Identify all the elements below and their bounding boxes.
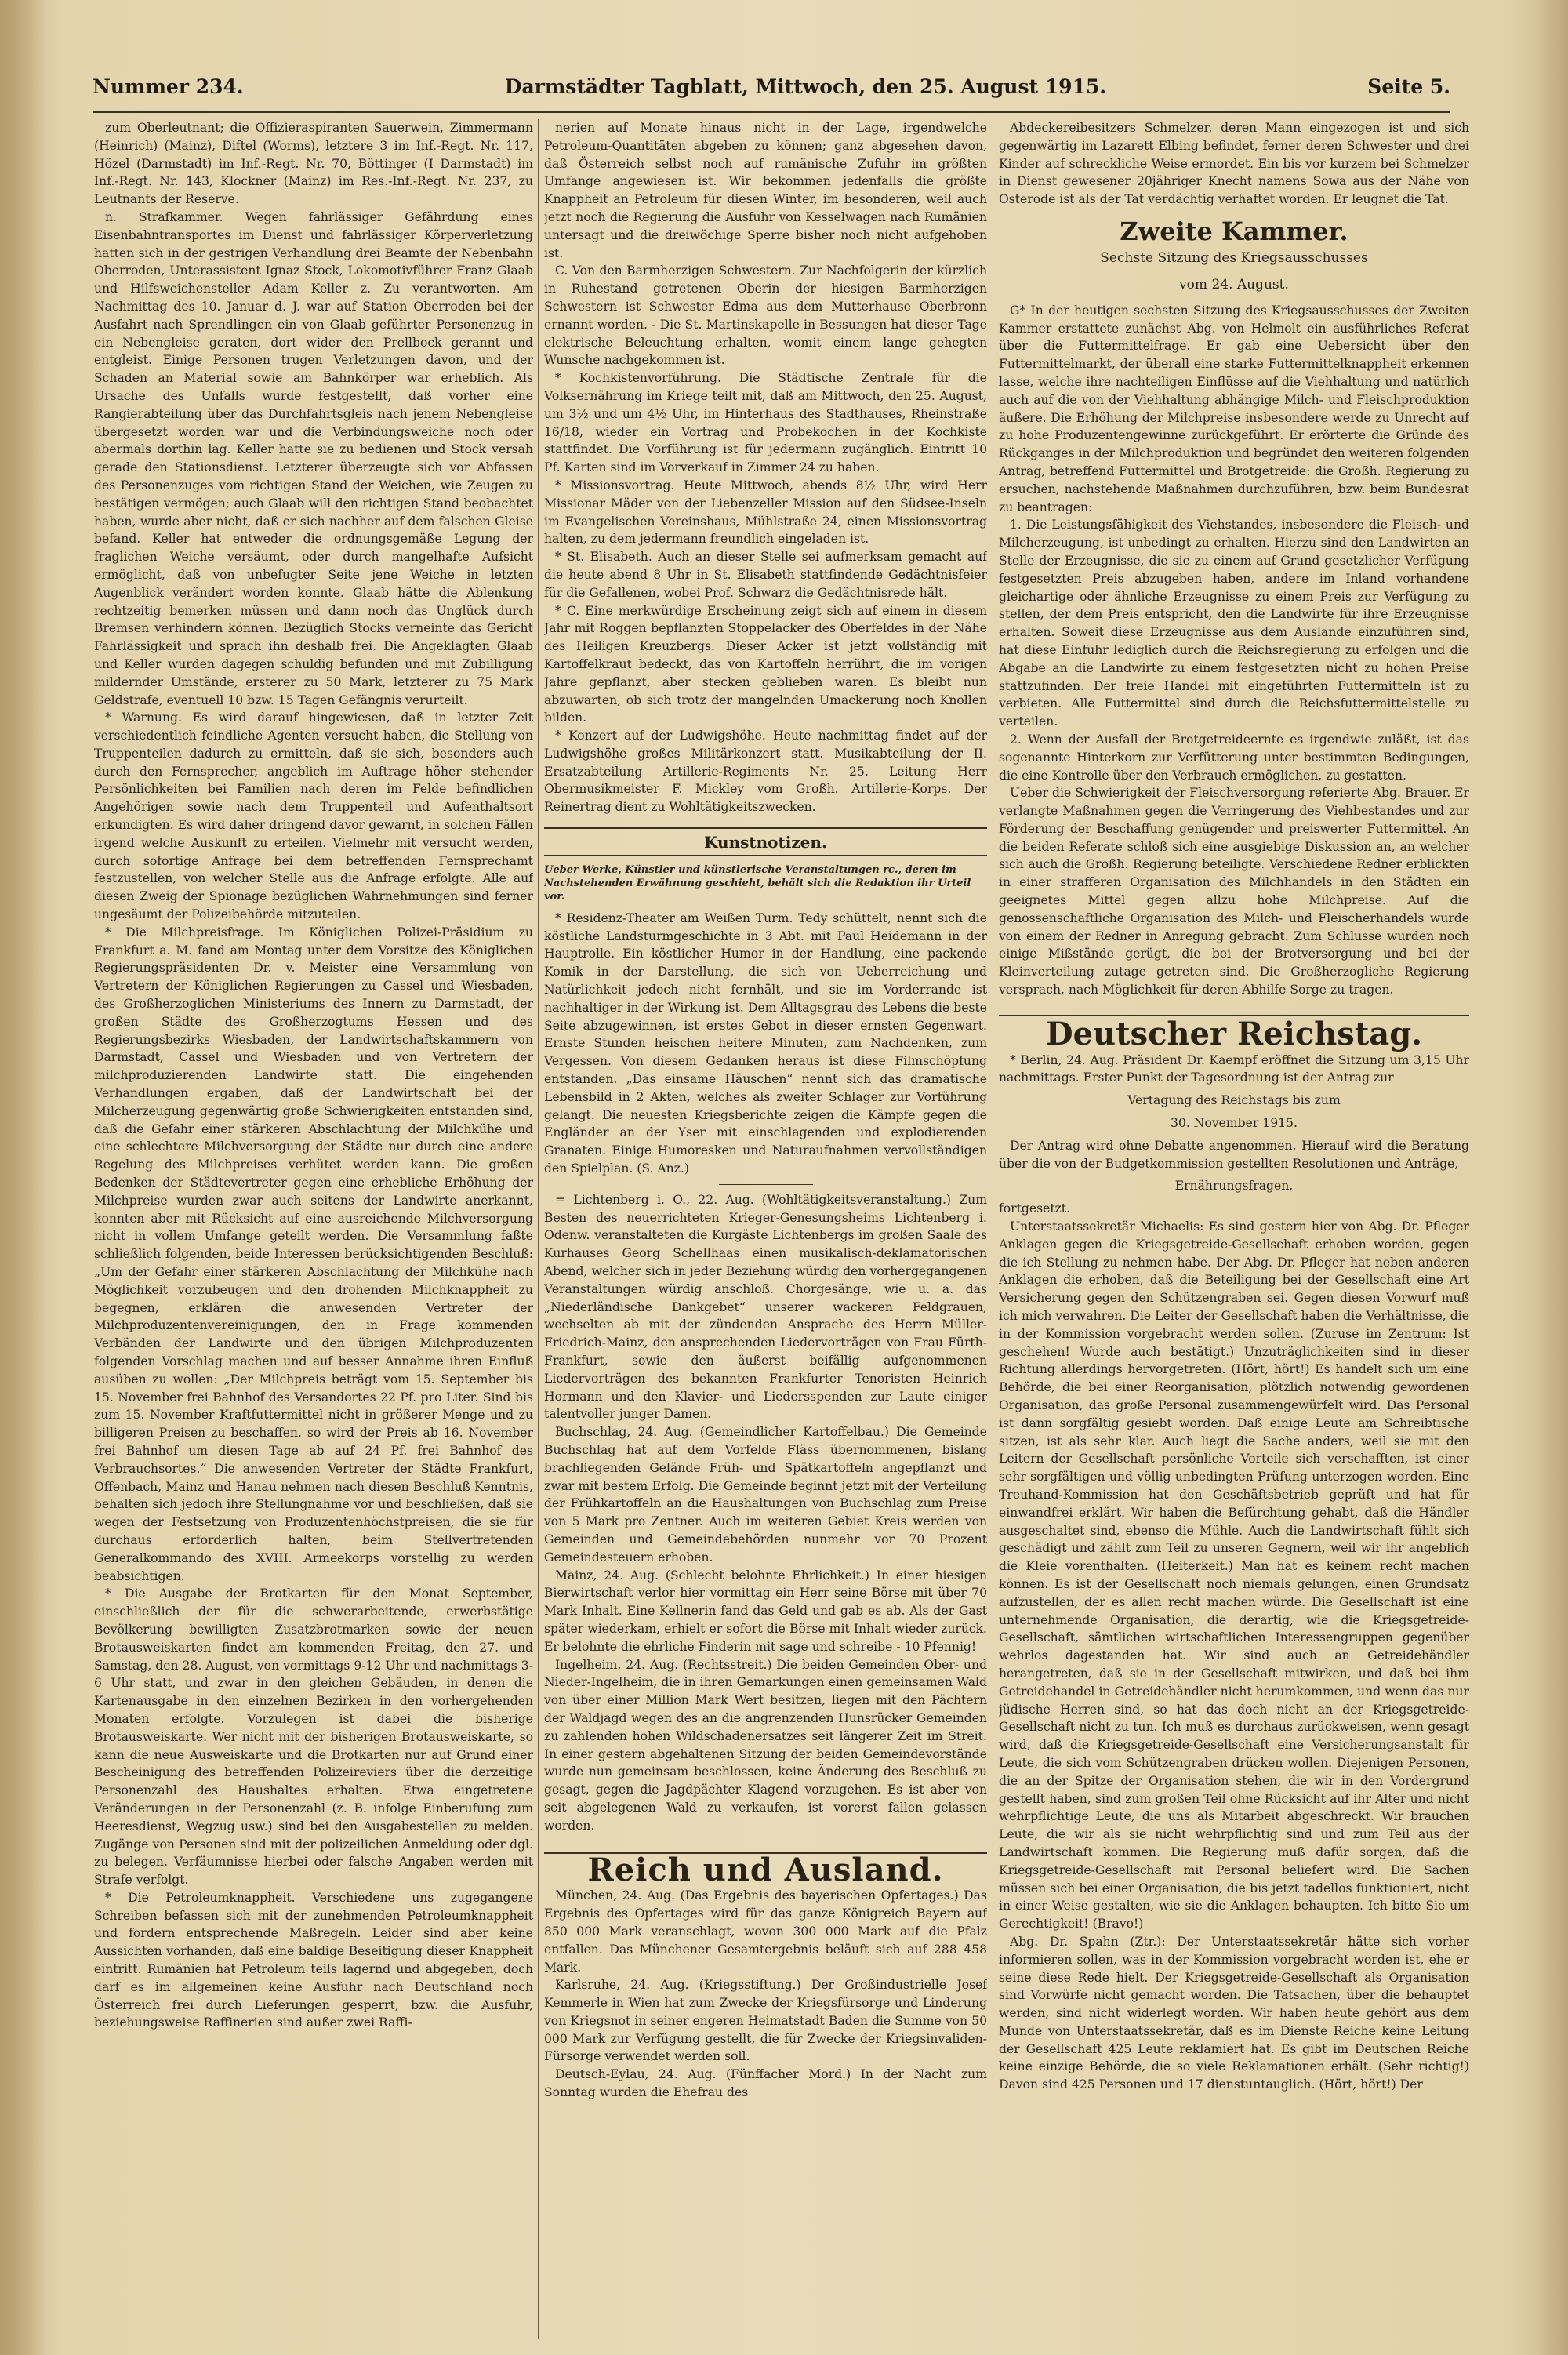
article-paragraph: München, 24. Aug. (Das Ergebnis des bayerischen Opfertages.) Das Ergebnis des Opfertages wird für das ganze Königreich Bayern auf 850 000 Mark veranschlagt, wovon 300 000 Mark auf die Pfalz entfallen. Das Münchener Gesamtergebnis beläuft sich auf 288 458 Mark. <box>544 1888 987 1975</box>
article-paragraph: Ingelheim, 24. Aug. (Rechtsstreit.) Die beiden Gemeinden Ober- und Nieder-Ingelheim, die in ihren Gemarkungen einen gemeinsamen Wald von über einer Million Mark Wert besitzen, liegen mit den Pächtern der Waldjagd wegen des an die angrenzenden Hunsrücker Gemeinden zu zahlenden hohen Wildschadenersatzes seit längerer Zeit im Streit. In einer gestern abgehaltenen Sitzung der beiden Gemeindevorstände wurde nun gemeinsam beschlossen, keine Änderung des Beschluß zu gesagt, gegen die Jagdpächter Klagend vorzugehen. Es ist aber von seit abgelegenen Wald zu verkaufen, ist vorerst fallen gelassen worden. <box>544 1657 987 1833</box>
scan-shadow-right <box>1537 0 1568 2355</box>
section-heading-reich-und-ausland: Reich und Ausland. <box>544 1852 987 1880</box>
article-paragraph: Buchschlag, 24. Aug. (Gemeindlicher Kartoffelbau.) Die Gemeinde Buchschlag hat auf dem Vorfelde Fläss übernommenen, bislang brachliegenden Gelände Früh- und Spätkartoffeln angepflanzt und zwar mit bestem Erfolg. Die Gemeinde beginnt jetzt mit der Verteilung der Frühkartoffeln an die Haushaltungen von Buchschlag zum Preise von 5 Mark pro Zentner. Auch im weiteren Gebiet Kreis werden von Gemeinden und Gemeindebehörden nunmehr vor 70 Prozent Gemeindesteuern erhoben. <box>544 1425 987 1565</box>
column-divider <box>538 119 539 2339</box>
article-paragraph: = Lichtenberg i. O., 22. Aug. (Wohltätigkeitsveranstaltung.) Zum Besten des neuerrichteten Krieger-Genesungsheims Lichtenberg i. Odenw. veranstalteten die Kurgäste Lichtenbergs im großen Saale des Kurhauses Georg Schellhaas einen musikalisch-deklamatorischen Abend, welcher sich in jeder Beziehung würdig den vorhergegangenen Veranstaltungen würdig anschloß. Chorgesänge, wie u. a. das „Niederländische Dankgebet“ unserer wackeren Feldgrauen, wechselten ab mit der zündenden Ansprache des Herrn Müller-Friedrich-Mainz, den ansprechenden Liedervorträgen von Frau Fürth-Frankfurt, sowie den äußerst beifällig aufgenommenen Liedervorträgen des bekannten Frankfurter Tenoristen Heinrich Hormann und den Klavier- und Liedersspenden zur Laute einiger talentvoller junger Damen. <box>544 1192 987 1422</box>
article-paragraph: Unterstaatssekretär Michaelis: Es sind gestern hier von Abg. Dr. Pfleger Anklagen gegen die Kriegsgetreide-Gesellschaft erhoben worden, gegen die ich Stellung zu nehmen habe. Der Abg. Dr. Pfleger hat neben anderen Anklagen die erhoben, daß die Beteiligung bei der Gesellschaft eine Art Versicherung gegen den Schützengraben sei. Gegen diesen Vorwurf muß ich mich verwahren. Die Leiter der Gesellschaft haben die Verhältnisse, die in der Kommission vorgebracht werden sollen. (Zuruse im Zentrum: Ist geschehen! Wurde auch bestätigt.) Unzuträglichkeiten sind in dieser Richtung allerdings hervorgetreten. (Hört, hört!) Es handelt sich um eine Behörde, die bei einer Reorganisation, plötzlich notwendig gewordenen Organisation, das große Personal zusammengewürfelt wird. Das Personal ist dann sorgfältig gesiebt worden. Daß einige Leute am Schreibtische sitzen, ist als sehr klar. Auch liegt die Sache anders, weil sie mit den Leitern der Gesellschaft persönliche Vorteile sich verschafften, ist einer sehr sorgfältigen und völlig unbedingten Prüfung unterzogen worden. Eine Treuhand-Kommission hat den Geschäftsbetrieb geprüft und hat für einwandfrei erklärt. Wir haben die Befürchtung gehabt, daß die Händler ausgeschaltet sind, ebenso die Mühle. Auch die Landwirtschaft fühlt sich geschädigt und zählt zum Teil zu unseren Gegnern, weil wir ihr angeblich die Kleie vorenthalten. (Heiterkeit.) Man hat es keinem recht machen können. Es ist der Gesellschaft noch niemals gelungen, einen Grundsatz aufzustellen, der es allen recht machen würde. Die Gesellschaft ist eine unternehmende Organisation, die derartig, wie die Kriegsgetreide-Gesellschaft, sämtlichen wirtschaftlichen Interessengruppen gegenüber wehrlos dagestanden hat. Wir sind auch an Getreidehändler herangetreten, daß sie in der Gesellschaft mitwirken, und daß bei ihm Getreidehandel in Getreidehändler nicht herumkommen, und wenn das nur jüdische Herren sind, so hat das doch nicht an der Kriegsgetreide-Gesellschaft nicht zu tun. Ich muß es durchaus zurückweisen, wenn gesagt wird, daß die Kriegsgetreide-Gesellschaft eine Versicherungsanstalt für Leute, die sich vom Schützengraben drücken wollen. Diejenigen Personen, die an der Spitze der Organisation stehen, die wir in den Vordergrund gestellt haben, sind zum großen Teil ohne Rücksicht auf ihr Alter und nicht wehrpflichtige Leute, die uns als Mitarbeit abgeschreckt. Wir brauchen Leute, die wir als sie nicht wehrpflichtig sind und zum Teil aus der Landwirtschaft kommen. Die Regierung muß dafür sorgen, daß die Kriegsgetreide-Gesellschaft mit Personal beliefert wird. Die Sachen müssen sich bei einer Organisation, die bis jetzt tadellos funktioniert, nicht in einer Weise gestalten, wie sie die Anklagen behaupten. Ich bitte Sie um Gerechtigkeit! (Bravo!) <box>999 1219 1469 1932</box>
article-paragraph: zum Oberleutnant; die Offizieraspiranten Sauerwein, Zimmermann (Heinrich) (Mainz), Diftel (Worms), letztere 3 im Inf.-Regt. Nr. 117, Hözel (Darmstadt) im Inf.-Regt. Nr. 70, Böttinger (I Darmstadt) im Inf.-Regt. Nr. 143, Klockner (Mainz) im Res.-Inf.-Regt. Nr. 237, zu Leutnants der Reserve. <box>94 121 533 207</box>
column-2 <box>544 119 987 2339</box>
agenda-item: Vertagung des Reichstags bis zum <box>1127 1093 1341 1108</box>
article-paragraph: fortgesetzt. <box>999 1201 1071 1216</box>
article-paragraph: nerien auf Monate hinaus nicht in der Lage, irgendwelche Petroleum-Quantitäten abgeben zu können; ganz abgesehen davon, daß Österreich selbst noch auf rumänische Zufuhr im größten Umfange angewiesen ist. Wir bekommen jedenfalls die größte Knappheit an Petroleum für diesen Winter, im besonderen, weil auch jetzt noch die Regierung die Ausfuhr von Kesselwagen nach Rumänien untersagt und die dreiwöchige Sperre bisher noch nicht aufgehoben ist. <box>544 121 987 260</box>
article-paragraph: Ueber die Schwierigkeit der Fleischversorgung referierte Abg. Brauer. Er verlangte Maßnahmen gegen die Verringerung des Viehbestandes und zur Förderung der Beschaffung genügender und preiswerter Futtermittel. An die beiden Referate schloß sich eine ausgiebige Diskussion an, an welcher sich auch die Großh. Regierung beteiligte. Verschiedene Redner erblickten in einer strafferen Organisation des Milchhandels in den Städten ein geeignetes Mittel gegen allzu hohe Milchpreise. Auf die genossenschaftliche Organisation des Milch- und Fleischerhandels wurde von einem der Redner in Anregung gebracht. Zum Schlusse wurden noch einige Mißstände gerügt, die bei der Brotversorgung und bei der Kleinverteilung zutage getreten sind. Die Großherzogliche Regierung versprach, nach Möglichkeit für deren Abhilfe Sorge zu tragen. <box>999 786 1469 998</box>
issue-number: Nummer 234. <box>93 75 244 98</box>
article-paragraph: Deutsch-Eylau, 24. Aug. (Fünffacher Mord.) In der Nacht zum Sonntag wurden die Ehefrau des <box>544 2067 987 2100</box>
article-paragraph: * Warnung. Es wird darauf hingewiesen, daß in letzter Zeit verschiedentlich feindliche Agenten versucht haben, die Stellung von Truppenteilen dadurch zu ermitteln, daß sie sich, besonders auch durch den Fernsprecher, angeblich im Auftrage höher stehender Persönlichkeiten bei Familien nach deren im Felde befindlichen Angehörigen sowie nach dem Truppenteil und Aufenthaltsort erkundigten. Es wird daher dringend davor gewarnt, in solchen Fällen irgend welche Auskunft zu erteilen. Vielmehr mit versucht werden, durch sofortige Anfrage bei dem betreffenden Fernsprechamt festzustellen, von welcher Stelle aus die Anfrage erfolgte. Alle auf diesen Zweig der Spionage bezüglichen Wahrnehmungen sind ferner ungesäumt der Polizeibehörde mitzuteilen. <box>94 710 533 922</box>
masthead-date: Darmstädter Tagblatt, Mittwoch, den 25. August 1915. <box>504 75 1107 98</box>
section-heading-zweite-kammer: Zweite Kammer. <box>1120 216 1348 246</box>
article-paragraph: Karlsruhe, 24. Aug. (Kriegsstiftung.) Der Großindustrielle Josef Kemmerle in Wien hat zum Zwecke der Kriegsfürsorge und Linderung von Kriegsnot in seiner engeren Heimatstadt Baden die Summe von 50 000 Mark zur Verfügung gestellt, die für Zwecke der Kriegsinvaliden-Fürsorge verwendet werden soll. <box>544 1978 987 2064</box>
section-heading-kunstnotizen: Kunstnotizen. <box>544 827 987 856</box>
page-number: Seite 5. <box>1367 75 1450 98</box>
article-paragraph: * St. Elisabeth. Auch an dieser Stelle sei aufmerksam gemacht auf die heute abend 8 Uhr in St. Elisabeth stattfindende Gedächtnisfeier für die Gefallenen, wobei Prof. Schwarz die Gedächtnisrede hält. <box>544 550 987 600</box>
separator-rule <box>719 1184 813 1185</box>
article-paragraph: * Residenz-Theater am Weißen Turm. Tedy schüttelt, nennt sich die köstliche Landsturmgeschichte in 3 Abt. mit Paul Heidemann in der Hauptrolle. Ein köstlicher Humor in der Handlung, eine packende Komik in der Darstellung, die sich von Ueberreichung und Natürlichkeit jedoch nicht fernhält, und sie im Vorderrande ist nachhaltiger in der Wirkung ist. Dem Alltagsgrau des Lebens die beste Seite abzugewinnen, ist erstes Gebot in dieser ernsten Gegenwart. Ernste Stunden heischen heitere Minuten, zum Nachdenken, zum Vergessen. Von diesem Gedanken heraus ist diese Filmschöpfung entstanden. „Das einsame Häuschen“ nennt sich das dramatische Lebensbild in 2 Akten, welches als zweiter Schlager zur Vorführung gelangt. Die neuesten Kriegsberichte zeigen die Kämpfe gegen die Engländer an der Yser mit einschlagenden und explodierenden Granaten. Einige Humoresken und Naturaufnahmen vervollständigen den Spielplan. (S. Anz.) <box>544 910 987 1176</box>
article-paragraph: * C. Eine merkwürdige Erscheinung zeigt sich auf einem in diesem Jahr mit Roggen bepflanzten Stoppelacker des Oberfeldes in der Nähe des Heiligen Kreuzbergs. Dieser Acker ist jetzt vollständig mit Kartoffelkraut bedeckt, das von Kartoffeln herrührt, die im vorigen Jahre gepflanzt, aber stecken geblieben waren. Es bleibt nun abzuwarten, ob sich trotz der mangelnden Umackerung noch Knollen bilden. <box>544 603 987 725</box>
column-3 <box>999 119 1469 2339</box>
scan-shadow-left <box>0 0 47 2355</box>
article-paragraph: C. Von den Barmherzigen Schwestern. Zur Nachfolgerin der kürzlich in Ruhestand getretenen Oberin der hiesigen Barmherzigen Schwestern ist Schwester Edma aus dem Mutterhause Oberbronn ernannt worden. - Die St. Martinskapelle in Bessungen hat dieser Tage elektrische Beleuchtung erhalten, womit einem lange gehegten Wunsche nachgekommen ist. <box>544 263 987 368</box>
article-paragraph: * Missionsvortrag. Heute Mittwoch, abends 8½ Uhr, wird Herr Missionar Mäder von der Liebenzeller Mission auf den Südsee-Inseln im Evangelischen Vereinshaus, Mühlstraße 24, einen Missionsvortrag halten, zu dem jedermann freundlich eingeladen ist. <box>544 478 987 547</box>
page-header <box>93 75 1450 110</box>
section-heading-deutscher-reichstag: Deutscher Reichstag. <box>999 1015 1469 1044</box>
article-paragraph: * Berlin, 24. Aug. Präsident Dr. Kaempf eröffnet die Sitzung um 3,15 Uhr nachmittags. Erster Punkt der Tagesordnung ist der Antrag zur <box>999 1052 1469 1085</box>
article-paragraph: * Konzert auf der Ludwigshöhe. Heute nachmittag findet auf der Ludwigshöhe großes Militärkonzert statt. Musikabteilung der II. Ersatzabteilung Artillerie-Regiments Nr. 25. Leitung Herr Obermusikmeister F. Mickley vom Großh. Artillerie-Korps. Der Reinertrag dient zu Wohltätigkeitszwecken. <box>544 729 987 815</box>
article-paragraph: 1. Die Leistungsfähigkeit des Viehstandes, insbesondere die Fleisch- und Milcherzeugung, ist unbedingt zu erhalten. Hierzu sind den Landwirten an Stelle der Erzeugnisse, die sie zu einem auf Grund gesetzlicher Verfügung festgesetzten Preis abzugeben haben, andere im Inland vorhandene gleichartige oder ähnliche Erzeugnisse zu einem Preis zur Verfügung zu stellen, der dem Preis entspricht, den die Landwirte für ihre Erzeugnisse erhalten. Soweit diese Erzeugnisse aus dem Auslande einzuführen sind, hat diese Einfuhr lediglich durch die Reichsregierung zu erfolgen und die Abgabe an die Landwirte zu einem festgesetzten nicht zu hohen Preise stattzufinden. Der freie Handel mit eingeführten Futtermitteln ist zu verbieten. Alle Futtermittel sind durch die Reichsfuttermittelstelle zu verteilen. <box>999 518 1469 729</box>
article-paragraph: * Kochkistenvorführung. Die Städtische Zentrale für die Volksernährung im Kriege teilt mit, daß am Mittwoch, den 25. August, um 3½ und um 4½ Uhr, im Hinterhaus des Stadthauses, Rheinstraße 16/18, wieder ein Vortrag und Probekochen in der Kochkiste stattfindet. Die Vorführung ist für jedermann zugänglich. Eintritt 10 Pf. Karten sind im Vorverkauf in Zimmer 24 zu haben. <box>544 371 987 475</box>
article-paragraph: 2. Wenn der Ausfall der Brotgetreideernte es irgendwie zuläßt, ist das sogenannte Hinterkorn zur Verfütterung unter bestimmten Bedingungen, die eine Kontrolle über den Verbrauch ermöglichen, zu gestatten. <box>999 732 1469 783</box>
session-title: Sechste Sitzung des Kriegsausschusses <box>1100 249 1368 266</box>
article-paragraph: * Die Milchpreisfrage. Im Königlichen Polizei-Präsidium zu Frankfurt a. M. fand am Montag unter dem Vorsitze des Königlichen Regierungspräsidenten Dr. v. Meister eine Versammlung von Vertretern der Königlichen Regierungen zu Cassel und Wiesbaden, des Großherzoglichen Ministeriums des Innern zu Darmstadt, der großen Städte des Großherzogtums Hessen und des Regierungsbezirks Wiesbaden, der Landwirtschaftskammern von Darmstadt, Cassel und Wiesbaden und von Vertretern der milchproduzierenden Landwirte statt. Die eingehenden Verhandlungen ergaben, daß der Landwirtschaft bei der Milcherzeugung gegenwärtig große Schwierigkeiten entstanden sind, daß die Gefahr einer stärkeren Abschlachtung der Milchkühe und eine schlechtere Milchversorgung der Städte nur durch eine andere Regelung des Milchpreises verhütet werden kann. Die großen Bedenken der Städtevertreter gegen eine erhebliche Erhöhung der Milchpreise wurden zwar auch seitens der Landwirte anerkannt, konnten aber mit Rücksicht auf eine ausreichende Milchversorgung nicht in vollem Umfange geteilt werden. Die Versammlung faßte schließlich folgenden, beide Interessen berücksichtigenden Beschluß: „Um der Gefahr einer stärkeren Abschlachtung der Milchkühe nach Möglichkeit vorzubeugen und den drohenden Milchknappheit zu begegnen, erklären die anwesenden Vertreter der Milchproduzentenvereinigungen, den in Frage kommenden Verbänden der Landwirte und den übrigen Milchproduzenten folgenden Vorschlag machen und auf besser Annahme ihren Einfluß ausüben zu wollen: „Der Milchpreis beträgt vom 15. September bis 15. November frei Bahnhof des Versandortes 22 Pf. pro Liter. Sind bis zum 15. November Kraftfuttermittel nicht in größerer Menge und zu billigeren Preisen zu beschaffen, so wird der Preis ab 16. November frei Bahnhof um diesen Tage ab auf 24 Pf. frei Bahnhof des Verbrauchsortes.“ Die anwesenden Vertreter der Städte Frankfurt, Offenbach, Mainz und Hanau nehmen nach diesen Beschluß Kenntnis, behalten sich jedoch ihre Stellungnahme vor und beschließen, daß sie wegen der Festsetzung von Produzentenhöchstpreisen, die sie für durchaus erforderlich halten, beim Stellvertretenden Generalkommando des XVIII. Armeekorps vorstellig zu werden beabsichtigen. <box>94 925 533 1583</box>
agenda-topic: Ernährungsfragen, <box>1174 1179 1294 1194</box>
article-paragraph: Abdeckereibesitzers Schmelzer, deren Mann eingezogen ist und sich gegenwärtig im Lazarett Elbing befindet, ferner deren Schwester und drei Kinder auf schreckliche Weise ermordet. Ein bis vor kurzem bei Schmelzer in Dienst gewesener 20jähriger Knecht namens Sowa aus der Nähe von Osterode ist als der Tat verdächtig verhaftet worden. Er leugnet die Tat. <box>999 121 1469 207</box>
header-rule <box>93 111 1450 113</box>
article-paragraph: Der Antrag wird ohne Debatte angenommen. Hierauf wird die Beratung über die von der Budgetkommission gestellten Resolutionen und Anträge, <box>999 1138 1469 1171</box>
session-date: vom 24. August. <box>1179 276 1289 293</box>
agenda-date: 30. November 1915. <box>1171 1116 1298 1131</box>
column-1 <box>94 119 533 2339</box>
section-disclaimer: Ueber Werke, Künstler und künstlerische Veranstaltungen rc., deren im Nachstehenden Erwähnung geschieht, behält sich die Redaktion ihr Urteil vor. <box>544 863 971 903</box>
article-paragraph: Mainz, 24. Aug. (Schlecht belohnte Ehrlichkeit.) In einer hiesigen Bierwirtschaft verlor hier vormittag ein Herr seine Börse mit über 70 Mark Inhalt. Eine Kellnerin fand das Geld und gab es ab. Als der Gast später wiederkam, erhielt er sofort die Börse mit Inhalt wieder zurück. Er belohnte die ehrliche Finderin mit sage und schreibe - 10 Pfennig! <box>544 1568 987 1654</box>
article-paragraph: n. Strafkammer. Wegen fahrlässiger Gefährdung eines Eisenbahntransportes im Dienst und fahrlässiger Körperverletzung hatten sich in der gestrigen Verhandlung drei Beamte der Nebenbahn Oberroden, Unterassistent Ignaz Stock, Lokomotivführer Franz Glaab und Hilfsweichensteller Adam Keller z. Zu verantworten. Am Nachmittag des 10. Januar d. J. war auf Station Oberroden bei der Ausfahrt nach Sprendlingen ein von Glaab geführter Personenzug in ein Nebengleise geraten, dort wider den Prellbock gerannt und entgleist. Einige Personen trugen Verletzungen davon, und der Schaden an Material sowie am Bahnkörper war erheblich. Als Ursache des Unfalls wurde festgestellt, daß vorher eine Rangierabteilung über das Durchfahrtsgleis nach jenem Nebengleise übergesetzt worden war und die Verbindungsweiche noch oder abermals dorthin lag. Keller hatte sie zu bedienen und Stock versah gerade den Stationsdienst. Letzterer überzeugte sich vor Abfassen des Personenzuges vom richtigen Stand der Weichen, wie Zeugen zu bestätigen vermögen; auch Glaab will den richtigen Stand beobachtet haben, wurde aber nicht, daß er sich nachher auf dem falschen Gleise befand. Keller hat entweder die ordnungsgemäße Legung der fraglichen Weiche versäumt, oder durch mangelhafte Aufsicht ermöglicht, daß von unbefugter Seite jene Weiche in letzten Augenblick verändert worden konnte. Glaab hätte die Ablenkung rechtzeitig bemerken müssen und dann noch das Unglück durch Bremsen verhindern können. Bezüglich Stocks verneinte das Gericht Fahrlässigkeit und sprach ihn deshalb frei. Die Angeklagten Glaab und Keller wurden dagegen schuldig befunden und mit Zubilligung mildernder Umstände, ersterer zu 50 Mark, letzterer zu 75 Mark Geldstrafe, eventuell 10 bzw. 15 Tagen Gefängnis verurteilt. <box>94 209 533 707</box>
article-paragraph: * Die Ausgabe der Brotkarten für den Monat September, einschließlich der für die schwerarbeitende, erwerbstätige Bevölkerung bewilligten Zusatzbrotmarken sowie der neuen Brotausweiskarten findet am kommenden Freitag, den 27. und Samstag, den 28. August, von vormittags 9-12 Uhr und nachmittags 3-6 Uhr statt, und zwar in den gleichen Gebäuden, in denen die Kartenausgabe in den einzelnen Bezirken in den vorhergehenden Monaten erfolgte. Vorzulegen ist dabei die bisherige Brotausweiskarte. Wer nicht mit der bisherigen Brotausweiskarte, so kann die neue Ausweiskarte und die Brotkarten nur auf Grund einer Bescheinigung des betreffenden Polizeireviers über die derzeitige Personenzahl des Haushaltes erhalten. Etwa eingetretene Veränderungen in der Personenzahl (z. B. infolge Einberufung zum Heeresdienst, Wegzug usw.) sind bei den Ausgabestellen zu melden. Zugänge von Personen sind mit der polizeilichen Anmeldung oder dgl. zu belegen. Verfäumnisse hierbei oder falsche Angaben werden mit Strafe verfolgt. <box>94 1586 533 1888</box>
article-paragraph: G* In der heutigen sechsten Sitzung des Kriegsausschusses der Zweiten Kammer erstattete zunächst Abg. von Helmolt ein ausführliches Referat über die Futtermittelfrage. Er gab eine Uebersicht über den Futtermittelmarkt, der überall eine starke Futtermittelknappheit erkennen lasse, welche ihre nachteiligen Einflüsse auf die Viehhaltung und natürlich auch auf die von der Viehhaltung abhängige Milch- und Fleischproduktion äußere. Die Erhöhung der Milchpreise insbesondere werde zu Unrecht auf zu hohe Produzentengewinne zurückgeführt. Er erörterte die Gründe des Rückganges in der Milchproduktion und begründet den weiteren folgenden Antrag, betreffend Futtermittel und Brotgetreide: die Großh. Regierung zu ersuchen, nachstehende Maßnahmen durchzuführen, bzw. beim Bundesrat zu beantragen: <box>999 303 1469 514</box>
article-paragraph: Abg. Dr. Spahn (Ztr.): Der Unterstaatssekretär hätte sich vorher informieren sollen, was in der Kommission vorgebracht worden ist, ehe er seine diese Rede hielt. Der Kriegsgetreide-Gesellschaft als Organisation sind Vorwürfe nicht gemacht worden. Die Tatsachen, über die behauptet werden, sind nicht widerlegt worden. Wir haben heute gehört aus dem Munde von Unterstaatssekretär, daß es im Dienste Reiche keine Leitung der Gesellschaft 425 Leute reklamiert hat. Es gibt im Deutschen Reiche keine einzige Behörde, die so viele Reklamationen erhält. (Sehr richtig!) Davon sind 425 Personen und 17 dienstuntauglich. (Hört, hört!) Der <box>999 1934 1469 2092</box>
article-paragraph: * Die Petroleumknappheit. Verschiedene uns zugegangene Schreiben befassen sich mit der zunehmenden Petroleumknappheit und fordern entsprechende Maßregeln. Leider sind aber keine Aussichten vorhanden, daß eine baldige Beseitigung dieser Knappheit eintritt. Rumänien hat Petroleum teils lagernd und abgegeben, doch darf es im allgemeinen keine Ausfuhr nach Deutschland noch Österreich frei durch Lieferungen gesperrt, bzw. die Ausfuhr, beziehungsweise Raffinerien sind außer zwei Raffi- <box>94 1890 533 2030</box>
